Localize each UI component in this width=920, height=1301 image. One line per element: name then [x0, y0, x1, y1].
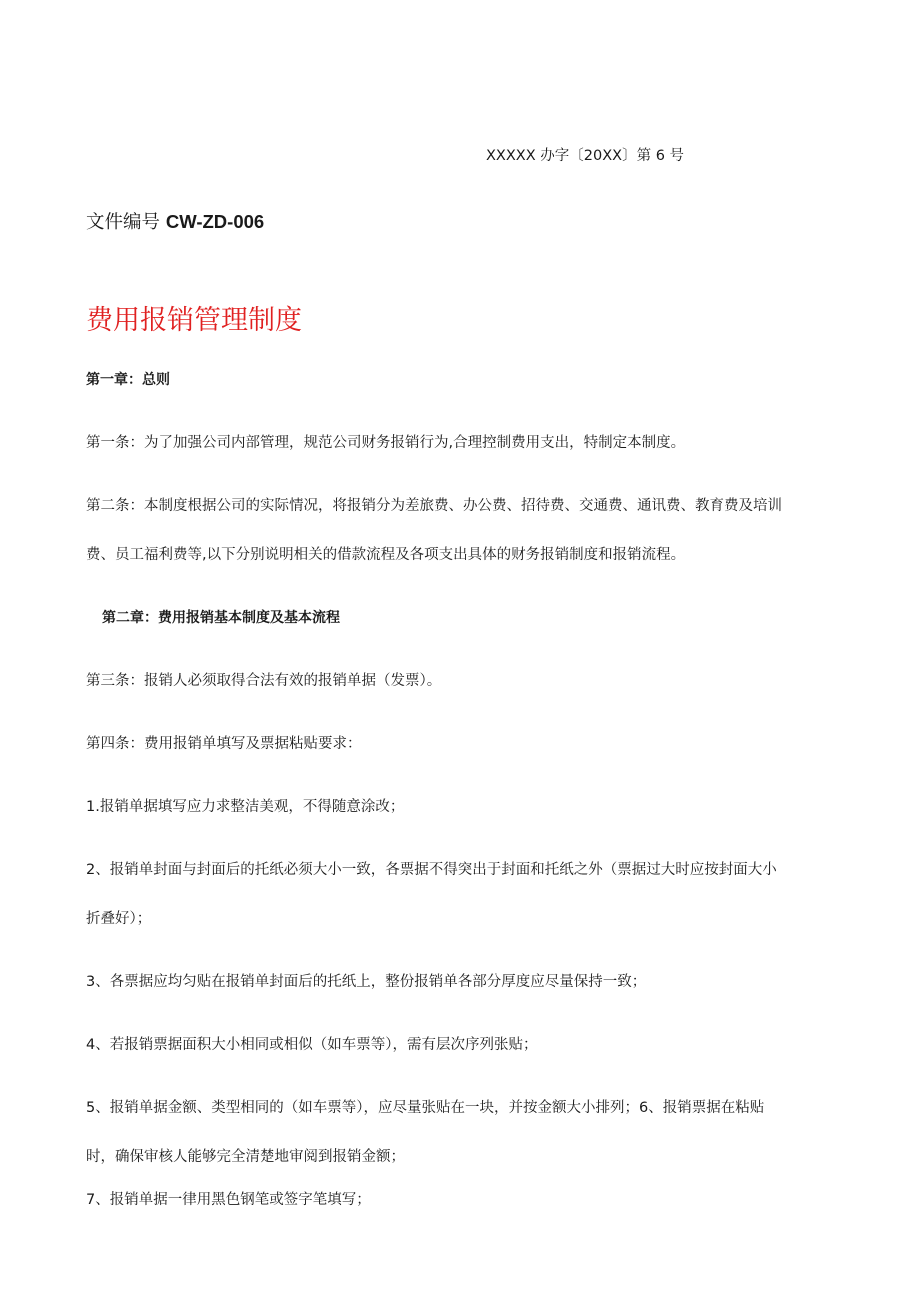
chapter-2-heading: 第二章：费用报销基本制度及基本流程: [102, 610, 340, 626]
file-number-label: 文件编号: [86, 212, 166, 233]
list-item-4: 4、若报销票据面积大小相同或相似（如车票等），需有层次序列张贴；: [86, 1037, 538, 1053]
article-2-line-1: 第二条：本制度根据公司的实际情况，将报销分为差旅费、办公费、招待费、交通费、通讯费、教育费及培训: [86, 498, 782, 514]
list-item-5-line-2: 时，确保审核人能够完全清楚地审阅到报销金额；: [86, 1149, 405, 1165]
article-2-line-2: 费、员工福利费等,以下分别说明相关的借款流程及各项支出具体的财务报销制度和报销流程。: [86, 547, 686, 563]
chapter-1-heading: 第一章：总则: [86, 372, 170, 388]
list-item-2-line-2: 折叠好）；: [86, 911, 152, 927]
article-3: 第三条：报销人必须取得合法有效的报销单据（发票）。: [86, 673, 442, 689]
article-1: 第一条：为了加强公司内部管理，规范公司财务报销行为,合理控制费用支出，特制定本制度。: [86, 435, 686, 451]
file-number: [86, 209, 264, 236]
document-title: 费用报销管理制度: [86, 305, 302, 336]
document-number: XXXXX 办字〔20XX〕第 6 号: [486, 148, 685, 164]
file-number-code: CW-ZD-006: [165, 211, 265, 232]
list-item-5-line-1: 5、报销单据金额、类型相同的（如车票等），应尽量张贴在一块，并按金额大小排列；6、报销票据在粘贴: [86, 1100, 765, 1116]
list-item-1: 1.报销单据填写应力求整洁美观，不得随意涂改；: [86, 799, 405, 815]
list-item-7: 7、报销单据一律用黑色钢笔或签字笔填写；: [86, 1192, 371, 1208]
list-item-3: 3、各票据应均匀贴在报销单封面后的托纸上，整份报销单各部分厚度应尽量保持一致；: [86, 974, 647, 990]
list-item-2-line-1: 2、报销单封面与封面后的托纸必须大小一致，各票据不得突出于封面和托纸之外（票据过大时应按封面大小: [86, 862, 777, 878]
article-4: 第四条：费用报销单填写及票据粘贴要求：: [86, 736, 362, 752]
